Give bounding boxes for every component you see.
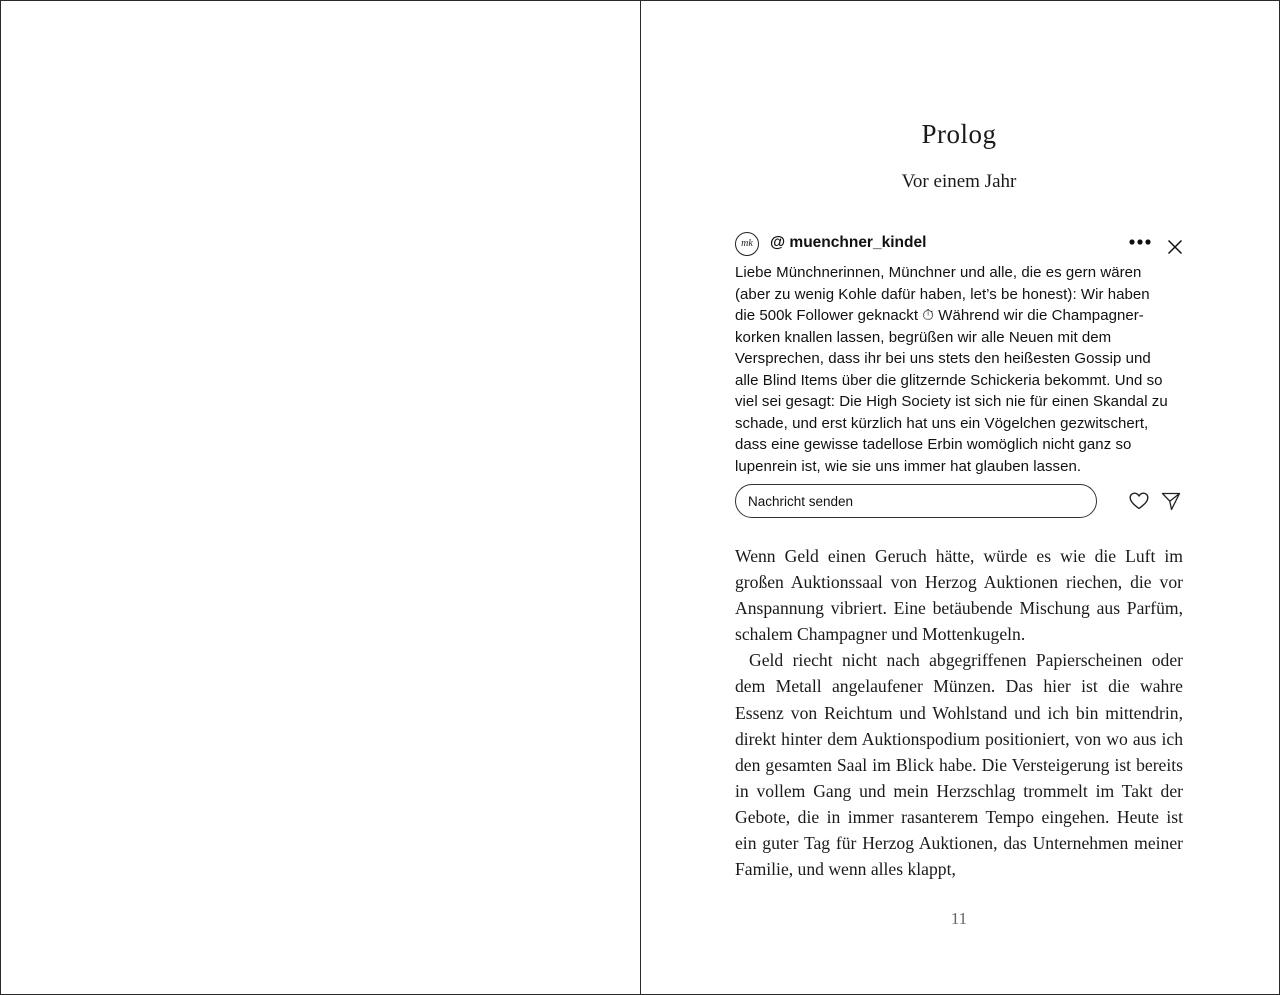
post-header <box>735 231 1185 259</box>
left-page-blank <box>1 1 641 994</box>
social-post-card <box>735 231 1185 520</box>
send-icon[interactable] <box>1161 492 1181 511</box>
chapter-subtitle: Vor einem Jahr <box>901 171 1017 192</box>
body-text <box>735 543 1183 882</box>
post-handle[interactable]: @ muenchner_kindel <box>770 234 927 251</box>
more-dots-icon[interactable] <box>1129 237 1151 247</box>
page-number: 11 <box>950 909 968 928</box>
paragraph: Wenn Geld einen Geruch hätte, würde es wie die Luft im großen Auktionssaal von Herzog Auktionen riechen, die vor Anspannung vibriert. Eine betäubende Mischung aus Parfüm, schalem Champagner und Mottenkugeln. <box>735 546 1183 645</box>
avatar[interactable]: mk <box>735 232 759 256</box>
post-text: Liebe Münchnerinnen, Münchner und alle, die es gern wären (aber zu wenig Kohle dafür haben, let’s be honest): Wir haben die 500k Follower geknackt ⏱ Während wir die Champagner- korken knallen lassen, begrüßen wir alle Neuen mit dem Versprechen, dass ihr bei uns stets den heißesten Gossip und alle Blind Items über die glitzernde Schickeria bekommt. Und so viel sei gesagt: Die High Society ist sich nie für einen Skandal zu schade, und erst kürzlich hat uns ein Vögelchen gezwitschert, dass eine gewisse tadellose Erbin womöglich nicht ganz so lupenrein ist, wie sie uns immer hat glauben lassen. <box>735 264 1168 475</box>
heart-icon[interactable] <box>1129 492 1149 510</box>
chapter-title: Prolog <box>921 119 997 149</box>
close-icon[interactable] <box>1167 239 1183 255</box>
post-footer <box>735 484 1185 520</box>
message-input[interactable] <box>735 484 1097 518</box>
paragraph: Geld riecht nicht nach abgegriffenen Papierscheinen oder dem Metall angelaufener Münzen. Das hier ist die wahre Essenz von Reichtum und Wohlstand und ich bin mittendrin, direkt hinter dem Auktionspodium positioniert, von wo aus ich den gesamten Saal im Blick habe. Die Versteigerung ist bereits in vollem Gang und mein Herzschlag trommelt im Takt der Gebote, die in immer rasanterem Tempo eingehen. Heute ist ein guter Tag für Herzog Auktionen, das Unternehmen meiner Familie, und wenn alles klappt, <box>735 650 1183 880</box>
right-page <box>641 1 1279 994</box>
